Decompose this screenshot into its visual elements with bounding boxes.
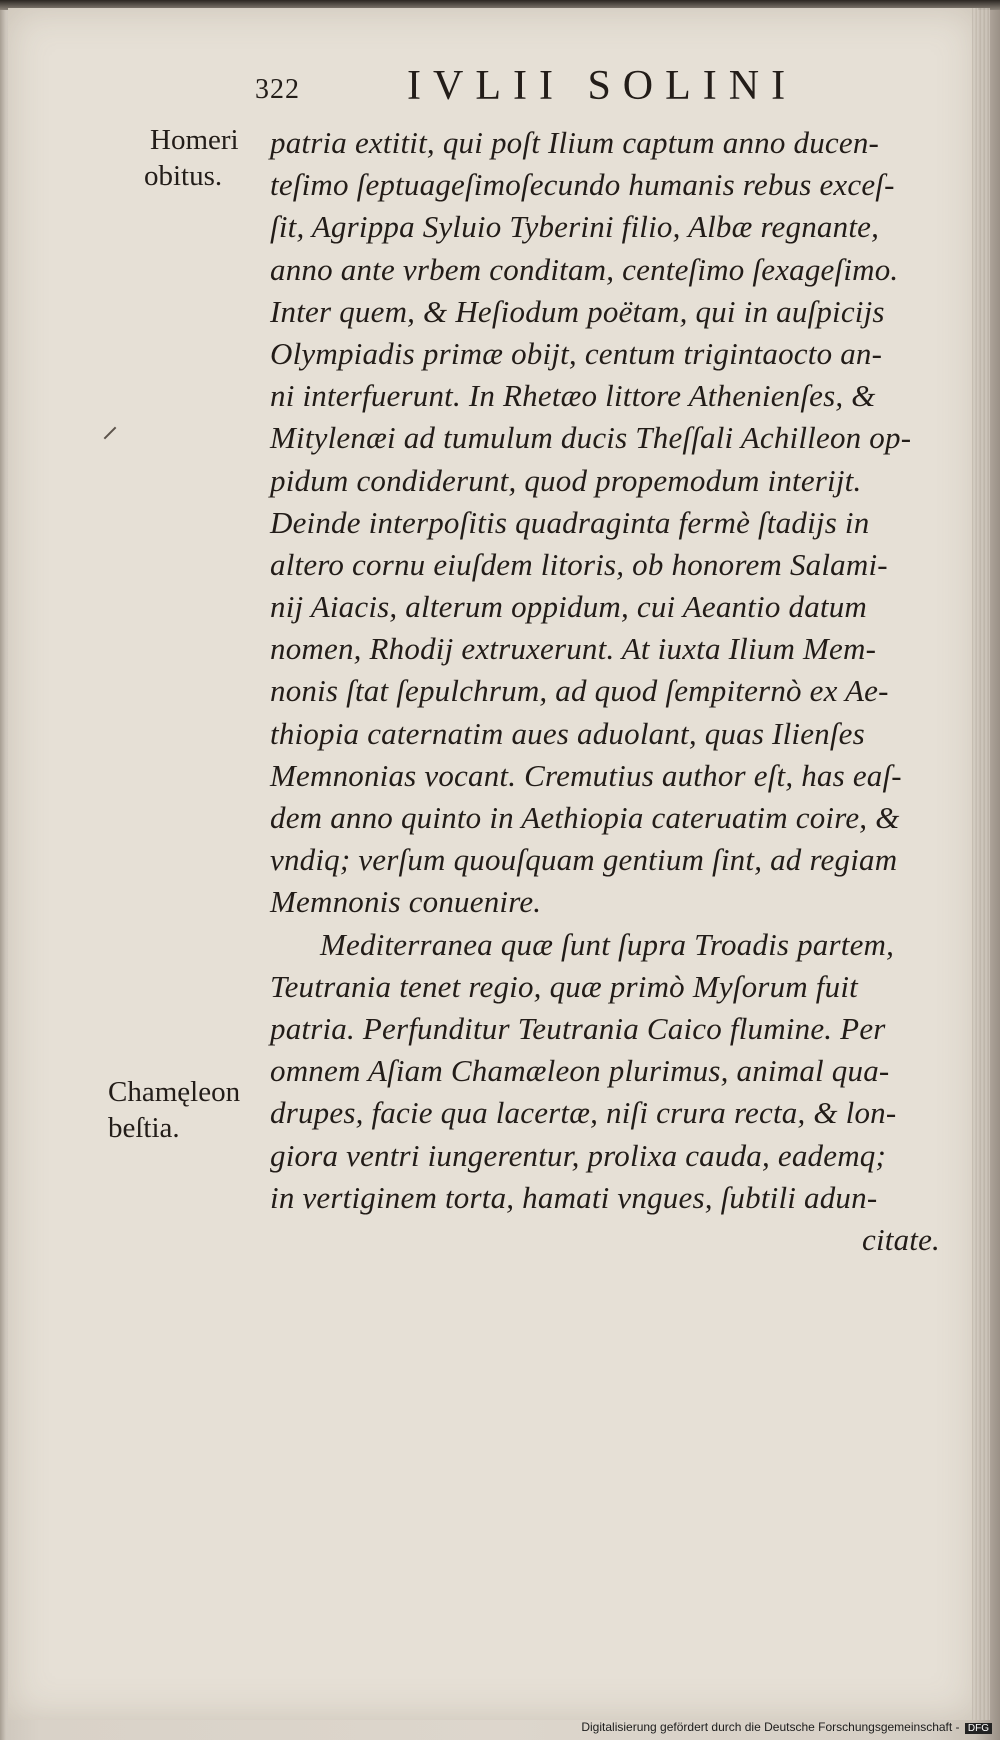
margin-note-line: Chamęleon <box>108 1076 241 1108</box>
dfg-logo: DFG <box>965 1723 992 1734</box>
text-line: anno ante vrbem conditam, centeſimo ſexageſimo. <box>270 251 899 287</box>
text-line: ſit, Agrippa Syluio Tyberini filio, Albæ regnante, <box>270 209 880 245</box>
running-head <box>255 62 855 112</box>
page-foredge <box>972 8 990 1720</box>
text-line: Olympiadis primæ obijt, centum trigintaocto an- <box>270 335 883 371</box>
text-line: nomen, Rhodij extruxerunt. At iuxta Ilium Mem- <box>270 631 877 667</box>
margin-note-chameleon <box>108 1074 240 1146</box>
text-line: thiopia caternatim aues aduolant, quas Ilienſes <box>270 715 865 751</box>
text-line: nij Aiacis, alterum oppidum, cui Aeantio datum <box>270 589 868 625</box>
text-line: Mitylenæi ad tumulum ducis Theſſali Achilleon op- <box>270 420 912 456</box>
text-line: patria extitit, qui poſt Ilium captum anno ducen- <box>270 125 880 160</box>
margin-note-line: beſtia. <box>108 1112 180 1144</box>
text-line: Memnonis conuenire. <box>270 884 542 920</box>
text-line: vndiq; verſum quouſquam gentium ſint, ad regiam <box>270 842 898 878</box>
digitization-footer <box>581 1720 992 1734</box>
body-text <box>270 122 960 1261</box>
text-line: dem anno quinto in Aethiopia cateruatim coire, & <box>270 800 900 835</box>
text-line: ni interfuerunt. In Rhetæo littore Athenienſes, & <box>270 378 876 414</box>
text-line: Inter quem, & Heſiodum poëtam, qui in auſpicijs <box>270 293 885 329</box>
catchword: citate. <box>861 1221 940 1257</box>
text-line: Deinde interpoſitis quadraginta fermè ſtadijs in <box>270 504 870 540</box>
text-line: patria. Perfunditur Teutrania Caico flumine. Per <box>270 1010 886 1046</box>
text-line: Mediterranea quæ ſunt ſupra Troadis partem, <box>320 926 895 962</box>
text-line: in vertiginem torta, hamati vngues, ſubtili adun- <box>270 1179 878 1215</box>
text-line: omnem Aſiam Chamæleon plurimus, animal qua- <box>270 1053 890 1089</box>
text-line: pidum condiderunt, quod propemodum interijt. <box>270 462 862 498</box>
running-title: IVLII SOLINI <box>407 63 798 109</box>
margin-note-homeri <box>144 122 239 194</box>
footer-text: Digitalisierung gefördert durch die Deutsche Forschungsgemeinschaft - <box>581 1720 960 1734</box>
text-line: nonis ſtat ſepulchrum, ad quod ſempiternò ex Ae- <box>270 673 889 709</box>
margin-note-line: obitus. <box>144 160 223 192</box>
text-line: Memnonias vocant. Cremutius author eſt, has eaſ- <box>270 757 902 793</box>
margin-note-line: Homeri <box>150 124 239 156</box>
page-number: 322 <box>255 74 300 105</box>
text-line: giora ventri iungerentur, prolixa cauda, eademq; <box>270 1137 887 1173</box>
text-line: altero cornu eiuſdem litoris, ob honorem Salami- <box>270 546 888 582</box>
text-line: Teutrania tenet regio, quæ primò Myſorum fuit <box>270 968 858 1004</box>
text-line: teſimo ſeptuageſimoſecundo humanis rebus exceſ- <box>270 167 895 203</box>
text-line: drupes, facie qua lacertæ, niſi crura recta, & lon- <box>270 1095 897 1131</box>
